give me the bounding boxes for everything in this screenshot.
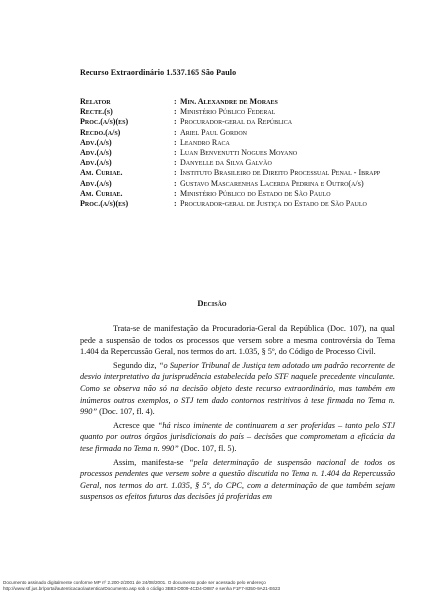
- party-separator: :: [174, 97, 177, 106]
- party-row: [80, 189, 395, 199]
- party-separator: :: [174, 117, 177, 127]
- paragraph: [80, 420, 395, 455]
- party-separator: :: [174, 127, 177, 137]
- paragraph-text: Trata-se de manifestação da Procuradoria-Geral da República (Doc. 107), na qual pede a suspensão de todos os processos que versem sobre a mesma controvérsia do Tema 1.404 da Repercussão Geral, nos termos do art. 1.035, § 5º, do Código de Processo Civil.: [80, 324, 395, 357]
- party-separator: :: [174, 148, 177, 158]
- party-role: Adv.(a/s): [80, 148, 112, 158]
- party-row: [80, 179, 395, 189]
- case-title: Recurso Extraordinário 1.537.165 São Paulo: [80, 68, 237, 77]
- party-row: [80, 199, 395, 209]
- party-name: Procurador-geral da República: [180, 117, 293, 127]
- party-separator: :: [174, 158, 177, 168]
- party-row: [80, 97, 395, 107]
- party-role: Adv.(a/s): [80, 137, 112, 147]
- party-role: Relator: [80, 97, 111, 106]
- decision-body: [80, 323, 395, 505]
- paragraph-text: Assim, manifesta-se: [113, 457, 189, 467]
- paragraph-text: Segundo diz,: [113, 360, 159, 370]
- party-name: Ministério Público Federal: [180, 107, 276, 117]
- party-name: Leandro Raca: [180, 137, 230, 147]
- party-row: [80, 158, 395, 168]
- party-separator: :: [174, 137, 177, 147]
- decision-heading: Decisão: [197, 298, 227, 308]
- citation: (Doc. 107, fl. 5).: [178, 443, 237, 453]
- party-row: [80, 138, 395, 148]
- party-row: [80, 128, 395, 138]
- paragraph: [80, 323, 395, 358]
- party-separator: :: [174, 178, 177, 188]
- paragraph: [80, 457, 395, 503]
- party-name: Procurador-geral de Justiça do Estado de São Paulo: [180, 199, 367, 209]
- party-role: Am. Curiae.: [80, 168, 123, 178]
- party-row: [80, 148, 395, 158]
- party-separator: :: [174, 107, 177, 117]
- party-name: Instituto Brasileiro de Direito Processual Penal - Ibrapp: [180, 168, 381, 178]
- paragraph: [80, 360, 395, 418]
- party-name: Gustavo Mascarenhas Lacerda Pedrina e Outro(a/s): [180, 178, 364, 188]
- party-separator: :: [174, 168, 177, 178]
- party-name: Ministério Público do Estado de São Paulo: [180, 188, 331, 198]
- parties-list: [80, 97, 395, 209]
- party-name: Ariel Paul Gordon: [180, 127, 247, 137]
- party-role: Proc.(a/s)(es): [80, 117, 129, 127]
- citation: (Doc. 107, fl. 4).: [97, 407, 155, 417]
- party-role: Recdo.(a/s): [80, 127, 121, 137]
- party-role: Adv.(a/s): [80, 178, 112, 188]
- paragraph-text: Acresce que: [113, 420, 158, 430]
- party-name: Min. Alexandre de Moraes: [180, 97, 278, 106]
- footer-line: Documento assinado digitalmente conforme MP nº 2.200-2/2001 de 24/08/2001. O documento pode ser acessado pelo endereço: [3, 580, 266, 585]
- party-role: Proc.(a/s)(es): [80, 199, 129, 209]
- party-role: Adv.(a/s): [80, 158, 112, 168]
- quoted-text: “o Superior Tribunal de Justiça tem adotado um padrão recorrente de desvio interpretativo da jurisprudência estabelecida pelo STF naquele precedente vinculante. Como se observa não só na decisão objeto deste recurso extraordinário, mas também em inúmeros outros exemplos, o STJ tem dado contornos restritivos à tese firmada no Tema n. 990”: [80, 360, 395, 417]
- party-role: Recte.(s): [80, 107, 113, 117]
- party-name: Danyelle da Silva Galvão: [180, 158, 272, 168]
- quoted-text: “pela determinação de suspensão nacional de todos os processos pendentes que versem sobre a questão discutida no Tema n. 1.404 da Repercussão Geral, nos termos do art. 1.035, § 5º, do CPC, com a determinação de que também sejam suspensos os efeitos futuros das decisões já proferidas em: [80, 457, 395, 502]
- party-row: [80, 168, 395, 178]
- party-name: Luan Benvenutti Nogues Moyano: [180, 148, 298, 158]
- quoted-text: “há risco iminente de continuarem a ser proferidas – tanto pelo STJ quanto por outros órgãos jurisdicionais do país – decisões que comprometam a eficácia da tese firmada no Tema n. 990”: [80, 420, 396, 453]
- party-separator: :: [174, 199, 177, 209]
- signature-footer: [3, 580, 423, 592]
- party-row: [80, 117, 395, 127]
- party-role: Am. Curiae.: [80, 188, 123, 198]
- party-separator: :: [174, 188, 177, 198]
- party-row: [80, 107, 395, 117]
- footer-verification-link[interactable]: http://www.stf.jus.br/portal/autenticacao/autenticarDocumento.asp sob o código 3B83-D009-4CD4-D887 e senha F1F7-8350-9A21-E623: [3, 586, 281, 591]
